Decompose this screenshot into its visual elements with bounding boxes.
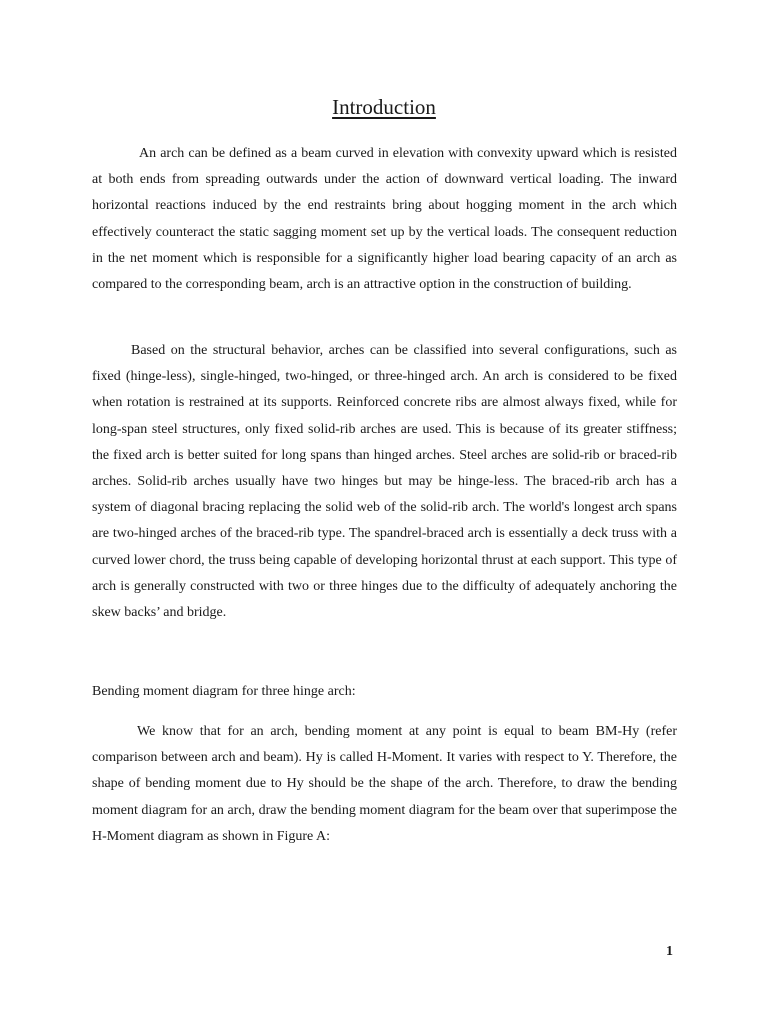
- section-heading: Bending moment diagram for three hinge arch:: [92, 684, 356, 699]
- intro-paragraph-2: Based on the structural behavior, arches can be classified into several configurations, such as fixed (hinge-less), single-hinged, two-hinged, or three-hinged arch. An arch is considered to be fixed when rotation is restrained at its supports. Reinforced concrete ribs are almost always fixed, while for long-span steel structures, only fixed solid-rib arches are used. This is because of its greater stiffness; the fixed arch is better suited for long spans than hinged arches. Steel arches are solid-rib or braced-rib arches. Solid-rib arches usually have two hinges but may be hinge-less. The braced-rib arch has a system of diagonal bracing replacing the solid web of the solid-rib arch. The world's longest arch spans are two-hinged arches of the braced-rib type. The spandrel-braced arch is essentially a deck truss with a curved lower chord, the truss being capable of developing horizontal thrust at each support. This type of arch is generally constructed with two or three hinges due to the difficulty of adequately anchoring the skew backs’ and bridge.: [92, 343, 677, 621]
- intro-paragraph-1: An arch can be defined as a beam curved in elevation with convexity upward which is resisted at both ends from spreading outwards under the action of downward vertical loading. The inward horizontal reactions induced by the end restraints bring about hogging moment in the arch which effectively counteract the static sagging moment set up by the vertical loads. The consequent reduction in the net moment which is responsible for a significantly higher load bearing capacity of an arch as compared to the corresponding beam, arch is an attractive option in the construction of building.: [92, 146, 677, 293]
- page-number: 1: [666, 944, 673, 959]
- section-paragraph: We know that for an arch, bending moment at any point is equal to beam BM-Hy (refer comparison between arch and beam). Hy is called H-Moment. It varies with respect to Y. Therefore, the shape of bending moment due to Hy should be the shape of the arch. Therefore, to draw the bending moment diagram for an arch, draw the bending moment diagram for the beam over that superimpose the H-Moment diagram as shown in Figure A:: [92, 724, 677, 844]
- page-title: Introduction: [332, 95, 436, 119]
